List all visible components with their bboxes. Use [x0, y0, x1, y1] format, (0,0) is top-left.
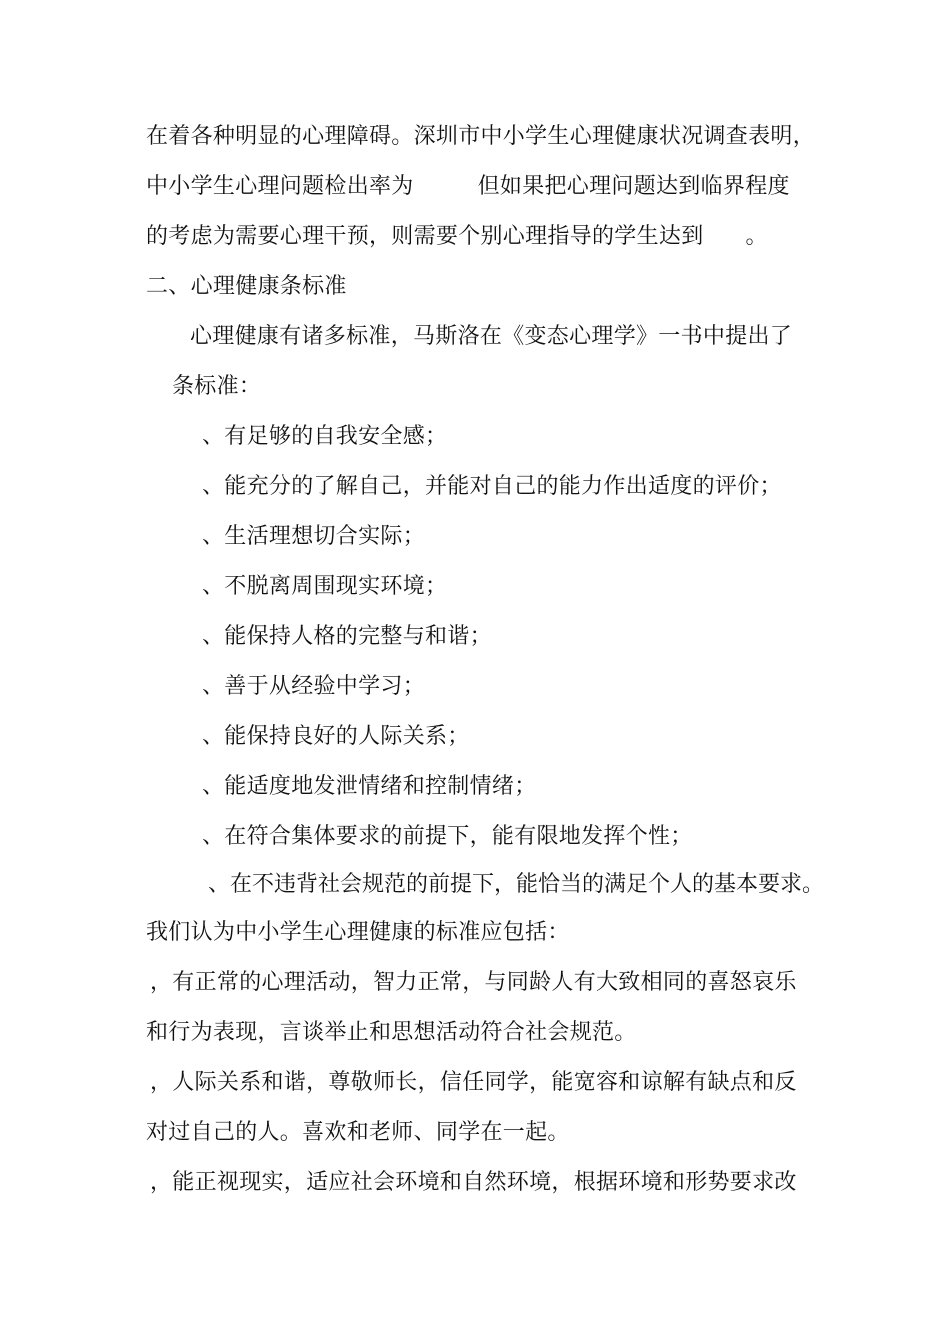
list-item: 、能保持良好的人际关系；: [202, 724, 470, 749]
paragraph-line: 心理健康有诸多标准，马斯洛在《变态心理学》一书中提出了: [190, 324, 793, 349]
paragraph-line: 对过自己的人。喜欢和老师、同学在一起。: [146, 1120, 570, 1145]
line-text-segment: 。: [745, 224, 768, 249]
list-item: 、有足够的自我安全感；: [202, 424, 448, 449]
paragraph-line: [146, 172, 790, 202]
paragraph-line: ，能正视现实，适应社会环境和自然环境，根据环境和形势要求改: [150, 1170, 797, 1195]
paragraph-line: ，人际关系和谐，尊敬师长，信任同学，能宽容和谅解有缺点和反: [150, 1070, 797, 1095]
list-item: 、能保持人格的完整与和谐；: [202, 624, 492, 649]
list-item: 、善于从经验中学习；: [202, 674, 426, 699]
section-heading: 二、心理健康条标准: [146, 274, 347, 299]
line-text-segment: 中小学生心理问题检出率为: [146, 174, 414, 199]
list-item: 、在不违背社会规范的前提下，能恰当的满足个人的基本要求。: [208, 872, 825, 897]
list-item: 、在符合集体要求的前提下，能有限地发挥个性；: [202, 824, 693, 849]
list-item: 、不脱离周围现实环境；: [202, 574, 448, 599]
paragraph-line: ，有正常的心理活动，智力正常，与同龄人有大致相同的喜怒哀乐: [150, 970, 797, 995]
paragraph-line: [146, 222, 768, 252]
paragraph-line: 和行为表现，言谈举止和思想活动符合社会规范。: [146, 1020, 637, 1045]
line-text-segment: 但如果把心理问题达到临界程度: [477, 174, 790, 199]
paragraph-line: 在着各种明显的心理障碍。深圳市中小学生心理健康状况调查表明，: [146, 124, 816, 149]
list-item: 、生活理想切合实际；: [202, 524, 426, 549]
list-item: 、能充分的了解自己，并能对自己的能力作出适度的评价；: [202, 474, 782, 499]
list-item: 、能适度地发泄情绪和控制情绪；: [202, 774, 537, 799]
line-text-segment: 的考虑为需要心理干预，则需要个别心理指导的学生达到: [146, 224, 704, 249]
paragraph-line: 条标准：: [172, 374, 262, 399]
paragraph-line: 我们认为中小学生心理健康的标准应包括：: [146, 920, 570, 945]
